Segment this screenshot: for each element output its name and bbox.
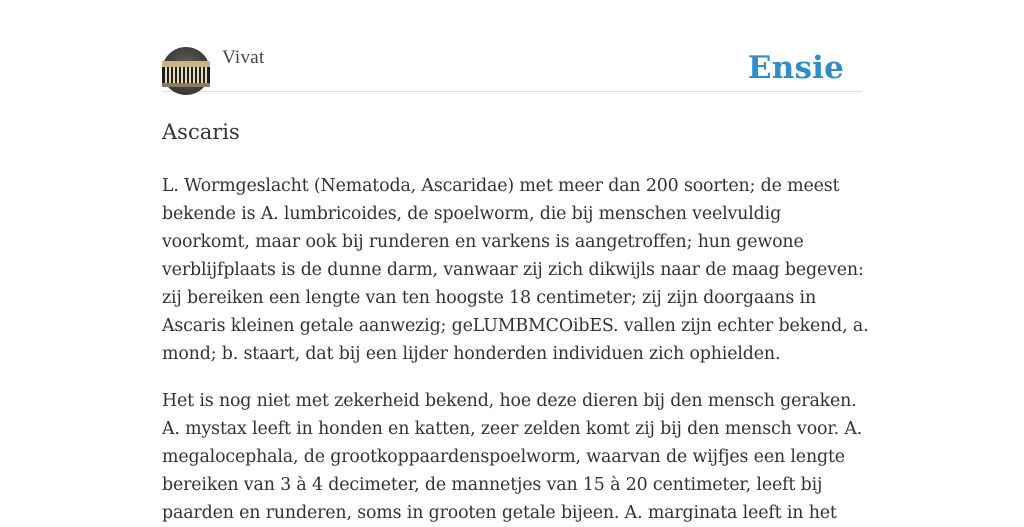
avatar[interactable] — [162, 47, 210, 95]
page — [162, 0, 869, 527]
paragraph-line: voorkomt, maar ook bij runderen en varkens is aangetroffen; hun gewone — [162, 232, 804, 252]
paragraph-line: L. Wormgeslacht (Nematoda, Ascaridae) met meer dan 200 soorten; de meest — [162, 176, 840, 196]
paragraph-2 — [162, 387, 862, 527]
paragraph-line: zij bereiken een lengte van ten hoogste 18 centimeter; zij zijn doorgaans in — [162, 288, 816, 308]
paragraph-line: verblijfplaats is de dunne darm, vanwaar zij zich dikwijls naar de maag begeven: — [162, 260, 864, 280]
paragraph-line: bereiken van 3 à 4 decimeter, de mannetjes van 15 à 20 centimeter, leeft bij — [162, 475, 823, 495]
paragraph-1 — [162, 172, 869, 368]
article-title: Ascaris — [162, 120, 240, 144]
paragraph-line: A. mystax leeft in honden en katten, zeer zelden komt zij bij den mensch voor. A. — [162, 419, 863, 439]
author-name[interactable]: Vivat — [222, 47, 265, 68]
paragraph-line: mond; b. staart, dat bij een lijder honderden individuen zich ophielden. — [162, 344, 781, 364]
brand-logo[interactable]: Ensie — [747, 50, 844, 86]
paragraph-line: paarden en runderen, soms in grooten getale bijeen. A. marginata leeft in het — [162, 503, 837, 523]
paragraph-line: megalocephala, de grootkoppaardenspoelworm, waarvan de wijfjes een lengte — [162, 447, 845, 467]
book-spines-avatar-icon — [162, 47, 210, 95]
paragraph-line: Ascaris kleinen getale aanwezig; geLUMBMCOibES. vallen zijn echter bekend, a. — [162, 316, 869, 336]
header — [162, 46, 862, 92]
paragraph-line: bekende is A. lumbricoides, de spoelworm, die bij menschen veelvuldig — [162, 204, 782, 224]
paragraph-line: Het is nog niet met zekerheid bekend, hoe deze dieren bij den mensch geraken. — [162, 391, 857, 411]
